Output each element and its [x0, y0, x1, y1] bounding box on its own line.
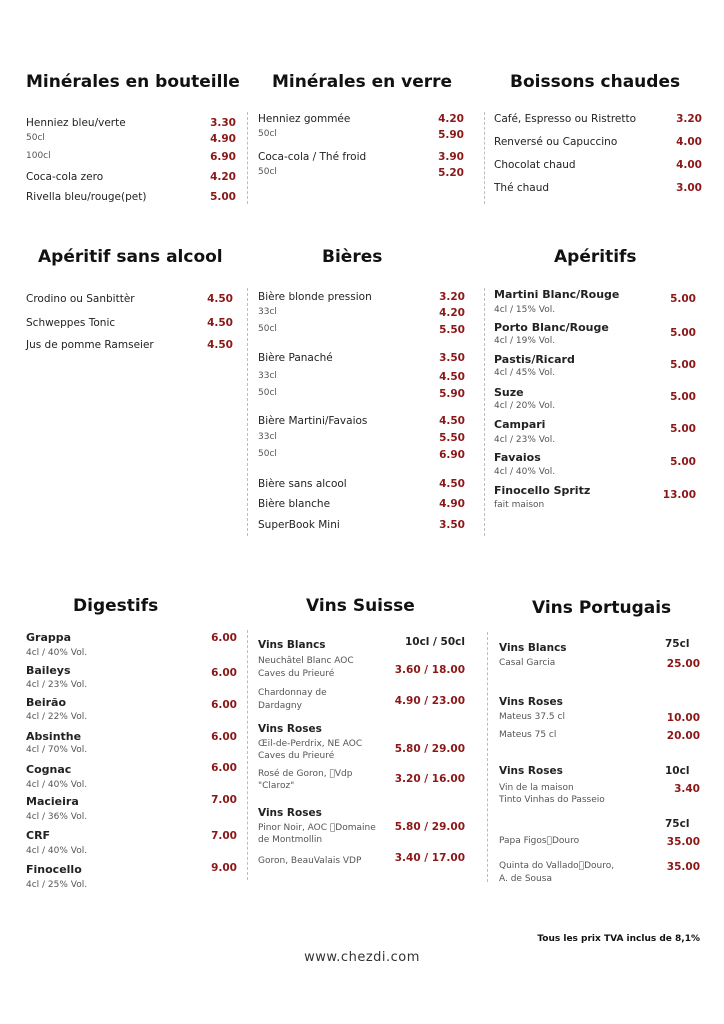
list-item: Rosé de Goron,  Vdp "Claroz" 3.20 / 16.00 [258, 769, 465, 791]
list-item: SuperBook Mini 3.50 [258, 519, 465, 531]
pt-reds-size-2: 75cl [665, 818, 690, 830]
list-item: 33cl 5.50 [258, 432, 465, 444]
list-item: Jus de pomme Ramseier 4.50 [26, 339, 233, 351]
list-item: Bière Martini/Favaios 4.50 [258, 415, 465, 427]
pt-reds-header: Vins Roses [499, 765, 563, 777]
list-item: Goron, BeauValais VDP 3.40 / 17.00 [258, 852, 465, 866]
hot-drinks-list [494, 112, 702, 198]
pt-whites-header: Vins Blancs [499, 642, 567, 654]
divider [484, 112, 485, 204]
list-item: Campari 4cl / 23% Vol. 5.00 [494, 418, 696, 445]
mineral-glass-list [258, 112, 464, 192]
divider [247, 630, 248, 880]
list-item: Café, Espresso ou Ristretto 3.20 [494, 113, 702, 125]
list-item: Casal Garcia 25.00 [499, 658, 700, 670]
divider [487, 632, 488, 882]
swiss-roses-header: Vins Roses [258, 723, 322, 735]
section-title-swiss-wines: Vins Suisse [306, 596, 415, 616]
list-item: Cognac 4cl / 40% Vol. 6.00 [26, 762, 237, 790]
swiss-whites-header: Vins Blancs [258, 639, 326, 651]
list-item: Œil-de-Perdrix, NE AOC Caves du Prieuré 5.80 / 29.00 [258, 739, 465, 761]
list-item: Grappa 4cl / 40% Vol. 6.00 [26, 631, 237, 658]
list-item: Favaios 4cl / 40% Vol. 5.00 [494, 451, 696, 477]
section-title-beers: Bières [322, 247, 383, 267]
section-title-aperitifs: Apéritifs [554, 247, 637, 267]
swiss-size-header: 10cl / 50cl [404, 636, 465, 648]
section-title-portuguese-wines: Vins Portugais [532, 598, 672, 618]
list-item: Renversé ou Capuccino 4.00 [494, 136, 702, 148]
swiss-wines-list [258, 635, 465, 875]
list-item: Martini Blanc/Rouge 4cl / 15% Vol. 5.00 [494, 288, 696, 315]
list-item: 50cl 5.90 [258, 129, 464, 141]
list-item: Thé chaud 3.00 [494, 182, 702, 194]
aperitif-no-alcohol-list [26, 292, 233, 356]
list-item: Bière Panaché 3.50 [258, 352, 465, 364]
list-item: 50cl 4.90 [26, 133, 236, 145]
list-item: 50cl 6.90 [258, 449, 465, 461]
portuguese-wines-list [499, 637, 700, 887]
list-item: Vin de la maison Tinto Vinhas do Passeio 3.40 [499, 783, 700, 805]
mineral-bottle-list [26, 114, 236, 214]
pt-roses-header: Vins Roses [499, 696, 563, 708]
list-item: Henniez gommée 4.20 [258, 113, 464, 125]
digestifs-list [26, 631, 237, 893]
list-item: Bière blonde pression 3.20 [258, 291, 465, 303]
list-item: 33cl 4.20 [258, 307, 465, 319]
list-item: Pastis/Ricard 4cl / 45% Vol. 5.00 [494, 353, 696, 378]
section-title-mineral-glass: Minérales en verre [272, 72, 453, 92]
list-item: 50cl 5.90 [258, 388, 465, 400]
list-item: Crodino ou Sanbittèr 4.50 [26, 293, 233, 305]
list-item: Finocello Spritz fait maison 13.00 [494, 484, 696, 510]
list-item: Rivella bleu/rouge(pet) 5.00 [26, 191, 236, 203]
list-item: Neuchâtel Blanc AOC Caves du Prieuré 3.60 / 18.00 [258, 656, 465, 679]
pt-whites-size: 75cl [665, 638, 690, 650]
list-item: Macieira 4cl / 36% Vol. 7.00 [26, 794, 237, 822]
aperitifs-list [494, 288, 696, 518]
list-item: CRF 4cl / 40% Vol. 7.00 [26, 829, 237, 856]
list-item: Suze 4cl / 20% Vol. 5.00 [494, 386, 696, 411]
list-item: Mateus 75 cl 20.00 [499, 730, 700, 742]
divider [247, 288, 248, 536]
list-item: Bière sans alcool 4.50 [258, 478, 465, 490]
pt-reds-size: 10cl [665, 765, 690, 777]
list-item: Beirão 4cl / 22% Vol. 6.00 [26, 696, 237, 722]
list-item: Finocello 4cl / 25% Vol. 9.00 [26, 862, 237, 890]
list-item: Quinta do Vallado Douro, A. de Sousa 35.00 [499, 861, 700, 884]
tva-note: Tous les prix TVA inclus de 8,1% [537, 934, 700, 944]
list-item: Bière blanche 4.90 [258, 498, 465, 510]
section-title-mineral-bottle: Minérales en bouteille [26, 72, 240, 92]
list-item: 50cl 5.50 [258, 324, 465, 336]
list-item: Pinor Noir, AOC  Domaine de Montmollin 5.80 / 29.00 [258, 821, 465, 845]
list-item: Porto Blanc/Rouge 4cl / 19% Vol. 5.00 [494, 321, 696, 346]
section-title-digestifs: Digestifs [73, 596, 159, 616]
section-title-aperitif-no-alcohol: Apéritif sans alcool [38, 247, 223, 267]
list-item: Papa Figos Douro 35.00 [499, 836, 700, 848]
section-title-hot-drinks: Boissons chaudes [510, 72, 681, 92]
website-link[interactable]: www.chezdi.com [304, 950, 420, 965]
list-item: 100cl 6.90 [26, 151, 236, 163]
list-item: Henniez bleu/verte 3.30 [26, 117, 236, 129]
list-item: 33cl 4.50 [258, 371, 465, 383]
divider [247, 112, 248, 204]
beers-list [258, 290, 465, 535]
divider [484, 288, 485, 536]
list-item: Baileys 4cl / 23% Vol. 6.00 [26, 664, 237, 690]
list-item: Coca-cola zero 4.20 [26, 171, 236, 183]
list-item: Schweppes Tonic 4.50 [26, 317, 233, 329]
list-item: Mateus 37.5 cl 10.00 [499, 712, 700, 724]
list-item: Absinthe 4cl / 70% Vol. 6.00 [26, 730, 237, 755]
list-item: 50cl 5.20 [258, 167, 464, 179]
list-item: Coca-cola / Thé froid 3.90 [258, 151, 464, 163]
swiss-reds-header: Vins Roses [258, 807, 322, 819]
list-item: Chocolat chaud 4.00 [494, 159, 702, 171]
list-item: Chardonnay de Dardagny 4.90 / 23.00 [258, 688, 465, 711]
